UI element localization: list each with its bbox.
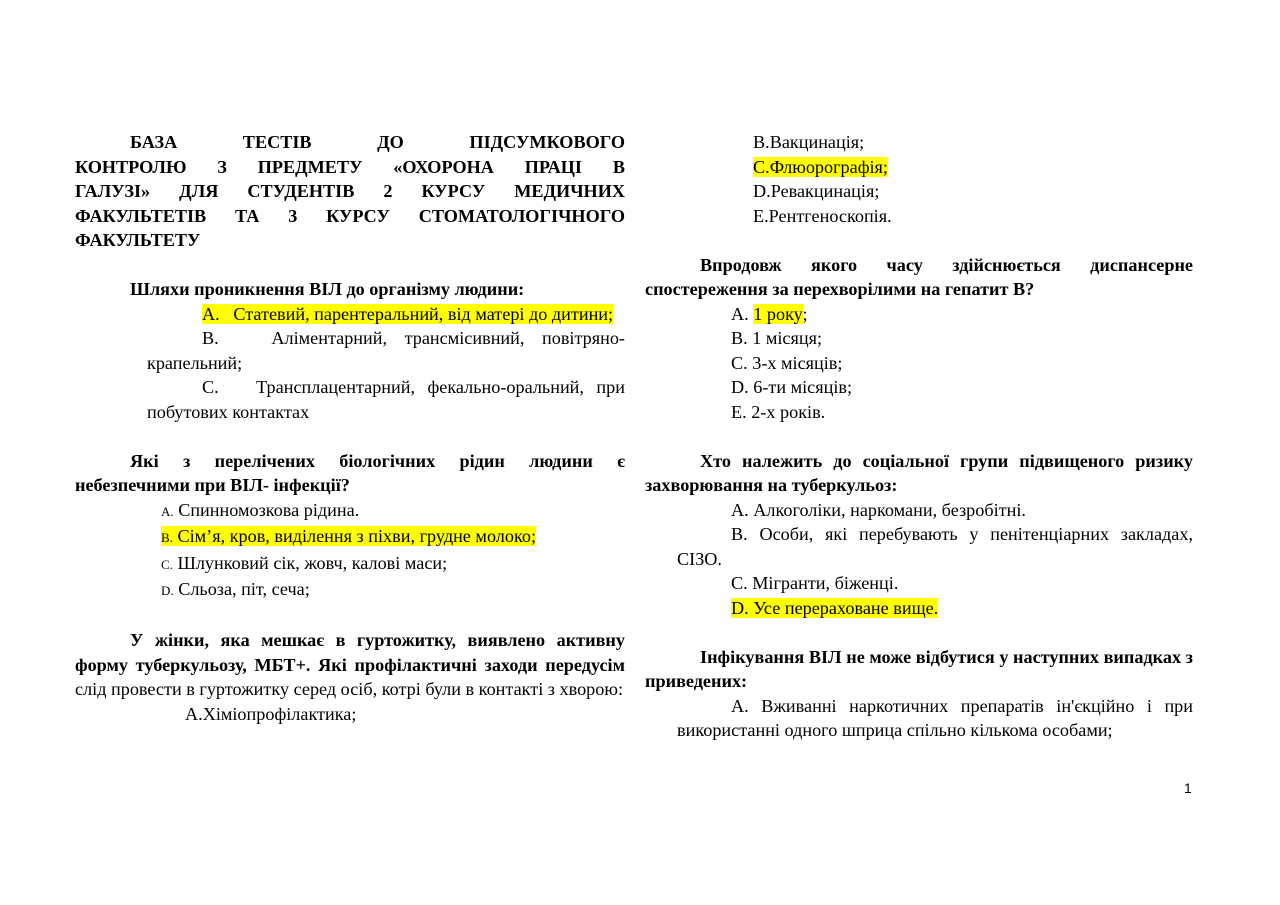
question-text: Шляхи проникнення ВІЛ до організму людини: <box>130 279 525 299</box>
question-6 <box>645 645 1193 743</box>
answer-b-highlight: B. Сім’я, кров, виділення з піхви, грудне молоко; <box>161 526 537 546</box>
page-number: 1 <box>1184 780 1192 796</box>
answer-b: B. 1 місяця; <box>731 328 823 348</box>
answer-d-highlight: D. Усе перераховане вище. <box>731 597 939 618</box>
answers <box>645 302 1193 425</box>
answers-continued <box>645 130 1193 228</box>
question-5 <box>645 449 1193 621</box>
answer-a-highlight: А. Статевий, парентеральний, від матері до дитини; <box>202 303 614 324</box>
answer-c: C. Мігранти, біженці. <box>731 573 899 593</box>
answers <box>75 302 625 425</box>
question-2 <box>75 449 625 604</box>
answer-d: D. 6-ти місяців; <box>731 377 853 397</box>
answer-d: D. Сльоза, піт, сеча; <box>161 579 310 599</box>
answer-b: В. Аліментарний, трансмісивний, повітряно-крапельний; <box>147 328 625 373</box>
answer-b: B. Особи, які перебувають у пенітенціарних закладах, СІЗО. <box>677 524 1194 569</box>
right-column <box>645 130 1193 743</box>
answers <box>645 694 1193 743</box>
answers <box>645 498 1193 621</box>
answer-c <box>753 155 1193 180</box>
title-line: ГАЛУЗІ» ДЛЯ СТУДЕНТІВ 2 КУРСУ МЕДИЧНИХ <box>75 181 625 201</box>
question-text: Інфікування ВІЛ не може відбутися у наступних випадках з приведених: <box>645 646 1193 691</box>
answer-a <box>147 302 625 327</box>
left-column <box>75 130 625 726</box>
answer-c: С. Трансплацентарний, фекально-оральний, при побутових контактах <box>147 377 625 422</box>
answer-a: A. 1 року; <box>731 303 808 324</box>
answer-d: D.Ревакцинація; <box>753 181 880 201</box>
answer-a: A.Хіміопрофілактика; <box>185 703 357 724</box>
answer-d <box>677 596 1193 621</box>
title-line: КОНТРОЛЮ З ПРЕДМЕТУ «ОХОРОНА ПРАЦІ В <box>75 156 625 177</box>
question-text: Хто належить до соціальної групи підвищеного ризику захворювання на туберкульоз: <box>645 450 1193 495</box>
answer-a: A. Алкоголіки, наркомани, безробітні. <box>731 499 1026 520</box>
answer-c: C. 3-х місяців; <box>731 352 843 373</box>
answer-c-highlight: C.Флюорографія; <box>753 156 888 177</box>
answer-b <box>161 524 625 551</box>
title-line: ФАКУЛЬТЕТУ <box>75 230 201 250</box>
question-3 <box>75 628 625 726</box>
answer-e: E.Рентгеноскопія. <box>753 205 892 226</box>
answer-c: C. Шлунковий сік, жовч, калові маси; <box>161 552 448 573</box>
answer-a: A. Вживанні наркотичних препаратів ін'єкційно і при використанні одного шприца спільно кількома особами; <box>677 695 1194 740</box>
question-text: У жінки, яка мешкає в гуртожитку, виявлено активну форму туберкульозу, МБТ+. Які профілактичні заходи передусім слід провести в гуртожитку серед осіб, котрі були в контакті з хворою: <box>75 630 625 699</box>
answer-e: E. 2-х років. <box>731 401 826 422</box>
answer-b: B.Вакцинація; <box>753 132 865 152</box>
question-4 <box>645 253 1193 425</box>
question-1 <box>75 277 625 424</box>
answer-a: A. Спинномозкова рідина. <box>161 499 360 520</box>
document-title <box>75 130 625 253</box>
title-line: ФАКУЛЬТЕТІВ ТА 3 КУРСУ СТОМАТОЛОГІЧНОГО <box>75 205 625 226</box>
answer-a-highlight: 1 року <box>753 303 803 324</box>
question-text-line: Які з перелічених біологічних рідин людини є <box>130 450 625 471</box>
question-text: Впродовж якого часу здійснюється диспансерне спостереження за перехворілими на гепатит В? <box>645 254 1193 299</box>
answers <box>75 702 625 727</box>
title-line: БАЗА ТЕСТІВ ДО ПІДСУМКОВОГО <box>130 132 625 152</box>
answers <box>75 498 625 604</box>
question-text-line: небезпечними при ВІЛ- інфекції? <box>75 475 350 495</box>
